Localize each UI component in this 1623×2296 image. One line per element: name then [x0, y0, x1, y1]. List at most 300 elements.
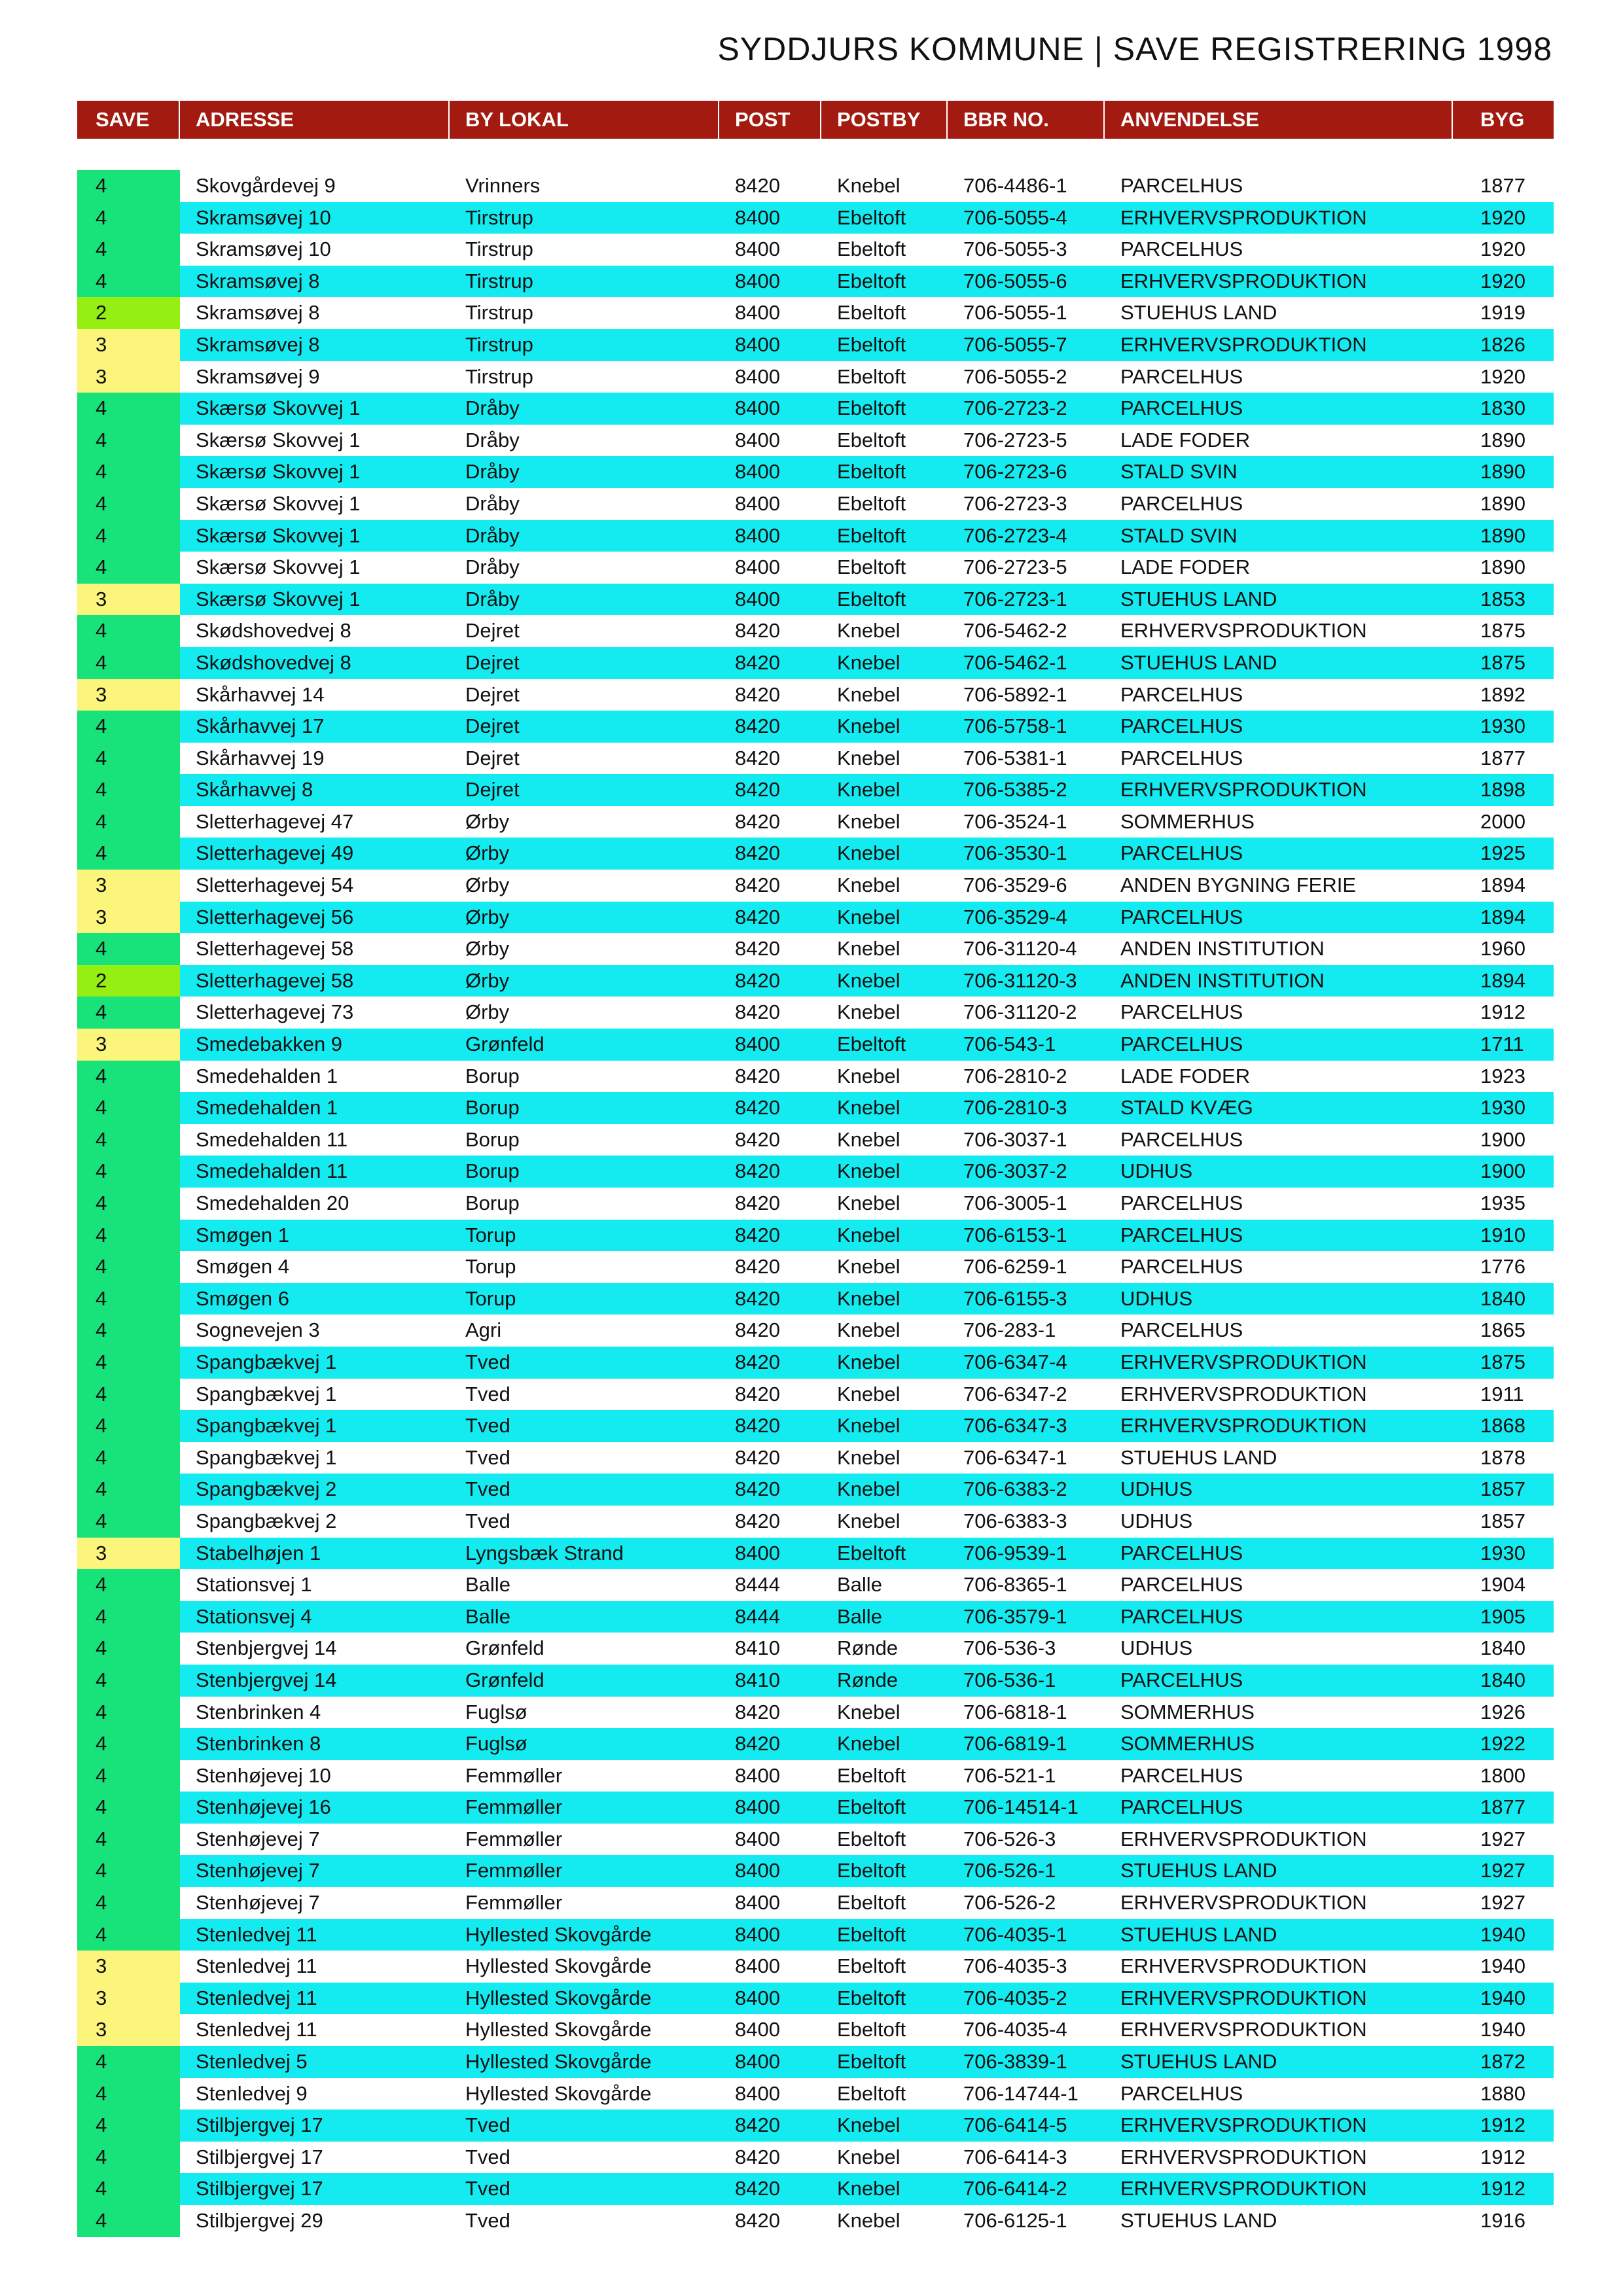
cell-post: 8400 — [735, 1795, 780, 1819]
cell-bbr-no: 706-31120-2 — [963, 1000, 1077, 1024]
cell-byg: 1920 — [1480, 364, 1525, 388]
cell-byg: 1840 — [1480, 1636, 1525, 1660]
cell-postby: Knebel — [837, 2177, 901, 2200]
cell-save: 4 — [77, 1569, 180, 1601]
cell-postby: Ebeltoft — [837, 205, 906, 229]
cell-bbr-no: 706-5055-7 — [963, 332, 1067, 356]
cell-byg: 1960 — [1480, 937, 1525, 961]
cell-by-lokal: Tved — [465, 1445, 510, 1469]
cell-post: 8420 — [735, 1223, 780, 1246]
cell-post: 8400 — [735, 1827, 780, 1850]
cell-bbr-no: 706-6414-3 — [963, 2145, 1067, 2168]
cell-adresse: Sletterhagevej 54 — [196, 874, 354, 897]
cell-post: 8420 — [735, 1255, 780, 1279]
cell-post: 8420 — [735, 1445, 780, 1469]
table-row — [77, 1061, 1554, 1093]
cell-anvendelse: PARCELHUS — [1120, 841, 1243, 865]
cell-adresse: Sletterhagevej 49 — [196, 841, 354, 865]
table-row — [77, 1156, 1554, 1188]
cell-postby: Knebel — [837, 1096, 901, 1120]
cell-adresse: Spangbækvej 2 — [196, 1477, 337, 1501]
cell-save: 4 — [77, 2110, 180, 2142]
cell-save: 3 — [77, 2014, 180, 2046]
cell-save: 4 — [77, 1092, 180, 1124]
header-adresse: ADRESSE — [180, 101, 450, 139]
cell-save: 4 — [77, 1124, 180, 1156]
cell-save: 4 — [77, 647, 180, 679]
cell-postby: Ebeltoft — [837, 1795, 906, 1819]
cell-byg: 1940 — [1480, 2018, 1525, 2041]
cell-save: 4 — [77, 1728, 180, 1760]
cell-by-lokal: Borup — [465, 1127, 520, 1151]
cell-postby: Knebel — [837, 1192, 901, 1214]
cell-anvendelse: ERHVERVSPRODUKTION — [1120, 1350, 1367, 1373]
cell-save: 4 — [77, 1506, 180, 1538]
cell-byg: 1890 — [1480, 523, 1525, 547]
cell-bbr-no: 706-4035-2 — [963, 1986, 1067, 2009]
cell-postby: Ebeltoft — [837, 1986, 906, 2009]
table-row — [77, 520, 1554, 552]
cell-byg: 1927 — [1480, 1859, 1525, 1882]
table-row — [77, 838, 1554, 870]
cell-postby: Balle — [837, 1604, 882, 1628]
header-byg: BYG — [1480, 108, 1525, 131]
cell-bbr-no: 706-543-1 — [963, 1033, 1056, 1056]
cell-bbr-no: 706-5055-1 — [963, 301, 1067, 325]
cell-adresse: Stenledvej 11 — [196, 1922, 317, 1946]
cell-anvendelse: ERHVERVSPRODUKTION — [1120, 1382, 1367, 1405]
cell-byg: 1880 — [1480, 2081, 1525, 2105]
cell-byg: 1900 — [1480, 1127, 1525, 1151]
cell-postby: Knebel — [837, 1127, 901, 1151]
cell-by-lokal: Tirstrup — [465, 269, 533, 292]
cell-bbr-no: 706-5385-2 — [963, 778, 1067, 802]
cell-by-lokal: Fuglsø — [465, 1700, 527, 1723]
table-row — [77, 1283, 1554, 1315]
cell-post: 8400 — [735, 364, 780, 388]
cell-byg: 1927 — [1480, 1827, 1525, 1850]
cell-byg: 1923 — [1480, 1064, 1525, 1087]
cell-postby: Ebeltoft — [837, 1033, 906, 1056]
table-row — [77, 297, 1554, 329]
cell-byg: 1877 — [1480, 174, 1525, 197]
table-row — [77, 1983, 1554, 2015]
cell-post: 8400 — [735, 1954, 780, 1978]
cell-bbr-no: 706-2723-1 — [963, 587, 1067, 610]
cell-anvendelse: PARCELHUS — [1120, 1318, 1243, 1342]
cell-anvendelse: STALD SVIN — [1120, 460, 1238, 484]
cell-anvendelse: PARCELHUS — [1120, 746, 1243, 769]
cell-bbr-no: 706-526-2 — [963, 1891, 1056, 1915]
cell-by-lokal: Grønfeld — [465, 1033, 544, 1056]
cell-save: 3 — [77, 1983, 180, 2015]
cell-byg: 1875 — [1480, 619, 1525, 643]
cell-bbr-no: 706-6347-4 — [963, 1350, 1067, 1373]
cell-by-lokal: Tved — [465, 2209, 510, 2232]
cell-byg: 1935 — [1480, 1192, 1525, 1214]
table-row — [77, 1315, 1554, 1347]
cell-postby: Knebel — [837, 874, 901, 897]
cell-byg: 1890 — [1480, 491, 1525, 515]
cell-bbr-no: 706-31120-3 — [963, 968, 1077, 992]
cell-by-lokal: Agri — [465, 1318, 502, 1342]
cell-adresse: Stenbrinken 8 — [196, 1732, 321, 1756]
cell-bbr-no: 706-6414-2 — [963, 2177, 1067, 2200]
table-row — [77, 1919, 1554, 1951]
cell-postby: Knebel — [837, 2209, 901, 2232]
cell-bbr-no: 706-5462-2 — [963, 619, 1067, 643]
cell-bbr-no: 706-8365-1 — [963, 1573, 1067, 1597]
cell-byg: 1877 — [1480, 1795, 1525, 1819]
cell-byg: 1894 — [1480, 905, 1525, 928]
table-row — [77, 1029, 1554, 1061]
cell-postby: Knebel — [837, 715, 901, 738]
cell-by-lokal: Tved — [465, 2145, 510, 2168]
cell-postby: Knebel — [837, 1477, 901, 1501]
cell-byg: 1900 — [1480, 1159, 1525, 1183]
cell-post: 8400 — [735, 269, 780, 292]
table-row — [77, 1506, 1554, 1538]
cell-adresse: Smedebakken 9 — [196, 1033, 343, 1056]
cell-anvendelse: PARCELHUS — [1120, 491, 1243, 515]
cell-post: 8420 — [735, 1192, 780, 1214]
cell-postby: Knebel — [837, 1159, 901, 1183]
cell-anvendelse: PARCELHUS — [1120, 715, 1243, 738]
cell-save: 4 — [77, 933, 180, 965]
cell-adresse: Stationsvej 1 — [196, 1573, 312, 1597]
cell-post: 8400 — [735, 1986, 780, 2009]
cell-byg: 1920 — [1480, 269, 1525, 292]
cell-adresse: Stationsvej 4 — [196, 1604, 312, 1628]
cell-byg: 1916 — [1480, 2209, 1525, 2232]
cell-post: 8420 — [735, 1350, 780, 1373]
cell-bbr-no: 706-2723-3 — [963, 491, 1067, 515]
table-row — [77, 647, 1554, 679]
table-row — [77, 1887, 1554, 1919]
table-row — [77, 2142, 1554, 2174]
cell-save: 4 — [77, 1061, 180, 1093]
cell-by-lokal: Torup — [465, 1286, 516, 1310]
cell-byg: 1890 — [1480, 556, 1525, 579]
cell-bbr-no: 706-2723-2 — [963, 397, 1067, 420]
cell-post: 8400 — [735, 1922, 780, 1946]
cell-anvendelse: PARCELHUS — [1120, 1763, 1243, 1787]
cell-by-lokal: Tirstrup — [465, 238, 533, 261]
table-row — [77, 1124, 1554, 1156]
table-row — [77, 1728, 1554, 1760]
cell-post: 8420 — [735, 2209, 780, 2232]
cell-bbr-no: 706-2723-5 — [963, 428, 1067, 451]
cell-post: 8420 — [735, 1159, 780, 1183]
cell-anvendelse: STUEHUS LAND — [1120, 1922, 1277, 1946]
cell-bbr-no: 706-14744-1 — [963, 2081, 1079, 2105]
cell-adresse: Skårhavvej 8 — [196, 778, 313, 802]
cell-postby: Knebel — [837, 841, 901, 865]
cell-by-lokal: Dejret — [465, 619, 520, 643]
cell-by-lokal: Tved — [465, 1414, 510, 1438]
cell-post: 8400 — [735, 523, 780, 547]
cell-save: 4 — [77, 1792, 180, 1824]
cell-byg: 1853 — [1480, 587, 1525, 610]
cell-by-lokal: Borup — [465, 1192, 520, 1214]
cell-anvendelse: ERHVERVSPRODUKTION — [1120, 778, 1367, 802]
cell-save: 4 — [77, 1697, 180, 1729]
cell-byg: 1919 — [1480, 301, 1525, 325]
cell-adresse: Skærsø Skovvej 1 — [196, 428, 361, 451]
cell-adresse: Stilbjergvej 17 — [196, 2113, 323, 2137]
table-row — [77, 1379, 1554, 1411]
cell-anvendelse: SOMMERHUS — [1120, 1700, 1255, 1723]
cell-anvendelse: PARCELHUS — [1120, 905, 1243, 928]
cell-byg: 1868 — [1480, 1414, 1525, 1438]
cell-anvendelse: LADE FODER — [1120, 1064, 1251, 1087]
header-post: POST — [719, 101, 821, 139]
cell-anvendelse: SOMMERHUS — [1120, 809, 1255, 833]
cell-save: 4 — [77, 1410, 180, 1442]
header-gap — [77, 139, 1554, 170]
cell-by-lokal: Dejret — [465, 746, 520, 769]
cell-anvendelse: ERHVERVSPRODUKTION — [1120, 2145, 1367, 2168]
cell-postby: Knebel — [837, 1700, 901, 1723]
cell-byg: 1892 — [1480, 682, 1525, 706]
cell-by-lokal: Hyllested Skovgårde — [465, 1922, 652, 1946]
cell-save: 3 — [77, 1951, 180, 1983]
cell-postby: Knebel — [837, 1350, 901, 1373]
cell-postby: Knebel — [837, 1414, 901, 1438]
cell-anvendelse: PARCELHUS — [1120, 2081, 1243, 2105]
cell-adresse: Smøgen 4 — [196, 1255, 290, 1279]
cell-by-lokal: Ørby — [465, 874, 510, 897]
cell-anvendelse: UDHUS — [1120, 1477, 1193, 1501]
cell-adresse: Stenledvej 5 — [196, 2050, 308, 2074]
table-row — [77, 1092, 1554, 1124]
header-anvendelse: ANVENDELSE — [1105, 101, 1453, 139]
cell-anvendelse: ERHVERVSPRODUKTION — [1120, 2018, 1367, 2041]
cell-adresse: Skærsø Skovvej 1 — [196, 587, 361, 610]
cell-adresse: Smedehalden 1 — [196, 1096, 338, 1120]
cell-anvendelse: PARCELHUS — [1120, 1192, 1243, 1214]
cell-by-lokal: Tirstrup — [465, 332, 533, 356]
cell-save: 4 — [77, 456, 180, 488]
cell-by-lokal: Tirstrup — [465, 205, 533, 229]
cell-by-lokal: Dråby — [465, 460, 520, 484]
cell-adresse: Stenhøjevej 7 — [196, 1891, 320, 1915]
cell-anvendelse: PARCELHUS — [1120, 1000, 1243, 1024]
cell-post: 8420 — [735, 1414, 780, 1438]
cell-postby: Knebel — [837, 650, 901, 674]
cell-byg: 1911 — [1480, 1382, 1524, 1405]
cell-post: 8420 — [735, 1477, 780, 1501]
cell-byg: 1875 — [1480, 650, 1525, 674]
cell-by-lokal: Dejret — [465, 715, 520, 738]
cell-post: 8400 — [735, 2050, 780, 2074]
table-row — [77, 1188, 1554, 1220]
cell-byg: 1857 — [1480, 1477, 1525, 1501]
cell-postby: Knebel — [837, 778, 901, 802]
page-title: SYDDJURS KOMMUNE | SAVE REGISTRERING 1998 — [717, 31, 1552, 67]
cell-by-lokal: Tved — [465, 1350, 510, 1373]
cell-byg: 1912 — [1480, 2177, 1525, 2200]
cell-adresse: Sletterhagevej 58 — [196, 968, 354, 992]
cell-post: 8420 — [735, 619, 780, 643]
cell-anvendelse: PARCELHUS — [1120, 1795, 1243, 1819]
cell-save: 4 — [77, 1633, 180, 1665]
cell-bbr-no: 706-6347-1 — [963, 1445, 1067, 1469]
cell-post: 8420 — [735, 650, 780, 674]
cell-save: 2 — [77, 965, 180, 997]
cell-save: 4 — [77, 1824, 180, 1856]
cell-save: 3 — [77, 361, 180, 393]
cell-anvendelse: PARCELHUS — [1120, 1541, 1243, 1564]
cell-by-lokal: Ørby — [465, 937, 510, 961]
cell-post: 8400 — [735, 238, 780, 261]
cell-save: 4 — [77, 1283, 180, 1315]
cell-post: 8420 — [735, 809, 780, 833]
cell-adresse: Smøgen 1 — [196, 1223, 290, 1246]
cell-save: 4 — [77, 806, 180, 838]
cell-adresse: Skramsøvej 10 — [196, 238, 331, 261]
cell-anvendelse: PARCELHUS — [1120, 174, 1243, 197]
cell-post: 8420 — [735, 874, 780, 897]
cell-adresse: Stenledvej 11 — [196, 1954, 317, 1978]
cell-anvendelse: ERHVERVSPRODUKTION — [1120, 2113, 1367, 2137]
cell-anvendelse: PARCELHUS — [1120, 1033, 1243, 1056]
cell-bbr-no: 706-4035-1 — [963, 1922, 1067, 1946]
cell-post: 8420 — [735, 1064, 780, 1087]
cell-save: 4 — [77, 1347, 180, 1379]
cell-anvendelse: ERHVERVSPRODUKTION — [1120, 1986, 1367, 2009]
cell-anvendelse: PARCELHUS — [1120, 1604, 1243, 1628]
cell-anvendelse: UDHUS — [1120, 1636, 1193, 1660]
cell-byg: 1910 — [1480, 1223, 1525, 1246]
cell-bbr-no: 706-526-1 — [963, 1859, 1056, 1882]
cell-save: 4 — [77, 1887, 180, 1919]
cell-post: 8400 — [735, 205, 780, 229]
cell-adresse: Skærsø Skovvej 1 — [196, 397, 361, 420]
table-row — [77, 1538, 1554, 1570]
cell-by-lokal: Ørby — [465, 809, 510, 833]
cell-adresse: Skramsøvej 10 — [196, 205, 331, 229]
cell-byg: 1912 — [1480, 1000, 1525, 1024]
cell-post: 8420 — [735, 1318, 780, 1342]
cell-post: 8420 — [735, 1096, 780, 1120]
cell-adresse: Smøgen 6 — [196, 1286, 290, 1310]
cell-adresse: Skødshovedvej 8 — [196, 650, 351, 674]
cell-bbr-no: 706-6818-1 — [963, 1700, 1067, 1723]
cell-bbr-no: 706-9539-1 — [963, 1541, 1067, 1564]
cell-postby: Ebeltoft — [837, 556, 906, 579]
cell-adresse: Stenledvej 11 — [196, 2018, 317, 2041]
cell-anvendelse: ERHVERVSPRODUKTION — [1120, 1414, 1367, 1438]
cell-by-lokal: Fuglsø — [465, 1732, 527, 1756]
cell-adresse: Stenhøjevej 10 — [196, 1763, 331, 1787]
cell-postby: Ebeltoft — [837, 2050, 906, 2074]
cell-anvendelse: ANDEN INSTITUTION — [1120, 937, 1325, 961]
table-row — [77, 234, 1554, 266]
cell-anvendelse: UDHUS — [1120, 1159, 1193, 1183]
cell-adresse: Skovgårdevej 9 — [196, 174, 336, 197]
header-bbr-no: BBR NO. — [948, 101, 1105, 139]
cell-postby: Ebeltoft — [837, 238, 906, 261]
cell-save: 4 — [77, 552, 180, 584]
cell-post: 8400 — [735, 428, 780, 451]
table-row — [77, 1601, 1554, 1633]
cell-by-lokal: Femmøller — [465, 1763, 563, 1787]
cell-bbr-no: 706-6414-5 — [963, 2113, 1067, 2137]
cell-bbr-no: 706-536-3 — [963, 1636, 1056, 1660]
cell-save: 4 — [77, 1855, 180, 1887]
cell-post: 8420 — [735, 2113, 780, 2137]
cell-post: 8410 — [735, 1668, 780, 1691]
cell-by-lokal: Hyllested Skovgårde — [465, 2018, 652, 2041]
cell-post: 8420 — [735, 1509, 780, 1532]
cell-post: 8420 — [735, 1000, 780, 1024]
cell-by-lokal: Femmøller — [465, 1859, 563, 1882]
cell-save: 4 — [77, 1442, 180, 1474]
cell-adresse: Skramsøvej 8 — [196, 332, 320, 356]
cell-byg: 1920 — [1480, 238, 1525, 261]
cell-by-lokal: Femmøller — [465, 1795, 563, 1819]
cell-by-lokal: Borup — [465, 1064, 520, 1087]
cell-bbr-no: 706-2723-6 — [963, 460, 1067, 484]
cell-postby: Ebeltoft — [837, 1922, 906, 1946]
cell-save: 4 — [77, 1760, 180, 1792]
cell-by-lokal: Dråby — [465, 491, 520, 515]
table-row — [77, 2014, 1554, 2046]
cell-by-lokal: Tved — [465, 1382, 510, 1405]
cell-adresse: Sletterhagevej 73 — [196, 1000, 354, 1024]
cell-byg: 1940 — [1480, 1986, 1525, 2009]
cell-postby: Ebeltoft — [837, 2018, 906, 2041]
cell-byg: 1857 — [1480, 1509, 1525, 1532]
cell-post: 8400 — [735, 556, 780, 579]
cell-save: 4 — [77, 1919, 180, 1951]
cell-postby: Knebel — [837, 1318, 901, 1342]
cell-post: 8400 — [735, 2081, 780, 2105]
table-row — [77, 552, 1554, 584]
cell-byg: 1894 — [1480, 874, 1525, 897]
cell-byg: 1890 — [1480, 428, 1525, 451]
cell-save: 4 — [77, 520, 180, 552]
cell-postby: Ebeltoft — [837, 364, 906, 388]
cell-byg: 1926 — [1480, 1700, 1525, 1723]
cell-adresse: Skærsø Skovvej 1 — [196, 491, 361, 515]
cell-byg: 1830 — [1480, 397, 1525, 420]
cell-adresse: Stilbjergvej 17 — [196, 2145, 323, 2168]
cell-postby: Ebeltoft — [837, 587, 906, 610]
cell-anvendelse: ERHVERVSPRODUKTION — [1120, 1954, 1367, 1978]
cell-save: 4 — [77, 1156, 180, 1188]
cell-save: 4 — [77, 615, 180, 647]
cell-save: 4 — [77, 1379, 180, 1411]
cell-byg: 1840 — [1480, 1286, 1525, 1310]
cell-byg: 1826 — [1480, 332, 1525, 356]
cell-bbr-no: 706-2810-3 — [963, 1096, 1067, 1120]
cell-bbr-no: 706-14514-1 — [963, 1795, 1079, 1819]
cell-bbr-no: 706-6125-1 — [963, 2209, 1067, 2232]
cell-byg: 1875 — [1480, 1350, 1525, 1373]
table-row — [77, 1792, 1554, 1824]
cell-anvendelse: ERHVERVSPRODUKTION — [1120, 619, 1367, 643]
cell-post: 8400 — [735, 491, 780, 515]
cell-by-lokal: Borup — [465, 1096, 520, 1120]
cell-bbr-no: 706-5381-1 — [963, 746, 1067, 769]
cell-bbr-no: 706-5055-2 — [963, 364, 1067, 388]
cell-anvendelse: STUEHUS LAND — [1120, 301, 1277, 325]
cell-post: 8420 — [735, 715, 780, 738]
cell-postby: Knebel — [837, 1064, 901, 1087]
cell-save: 4 — [77, 774, 180, 806]
